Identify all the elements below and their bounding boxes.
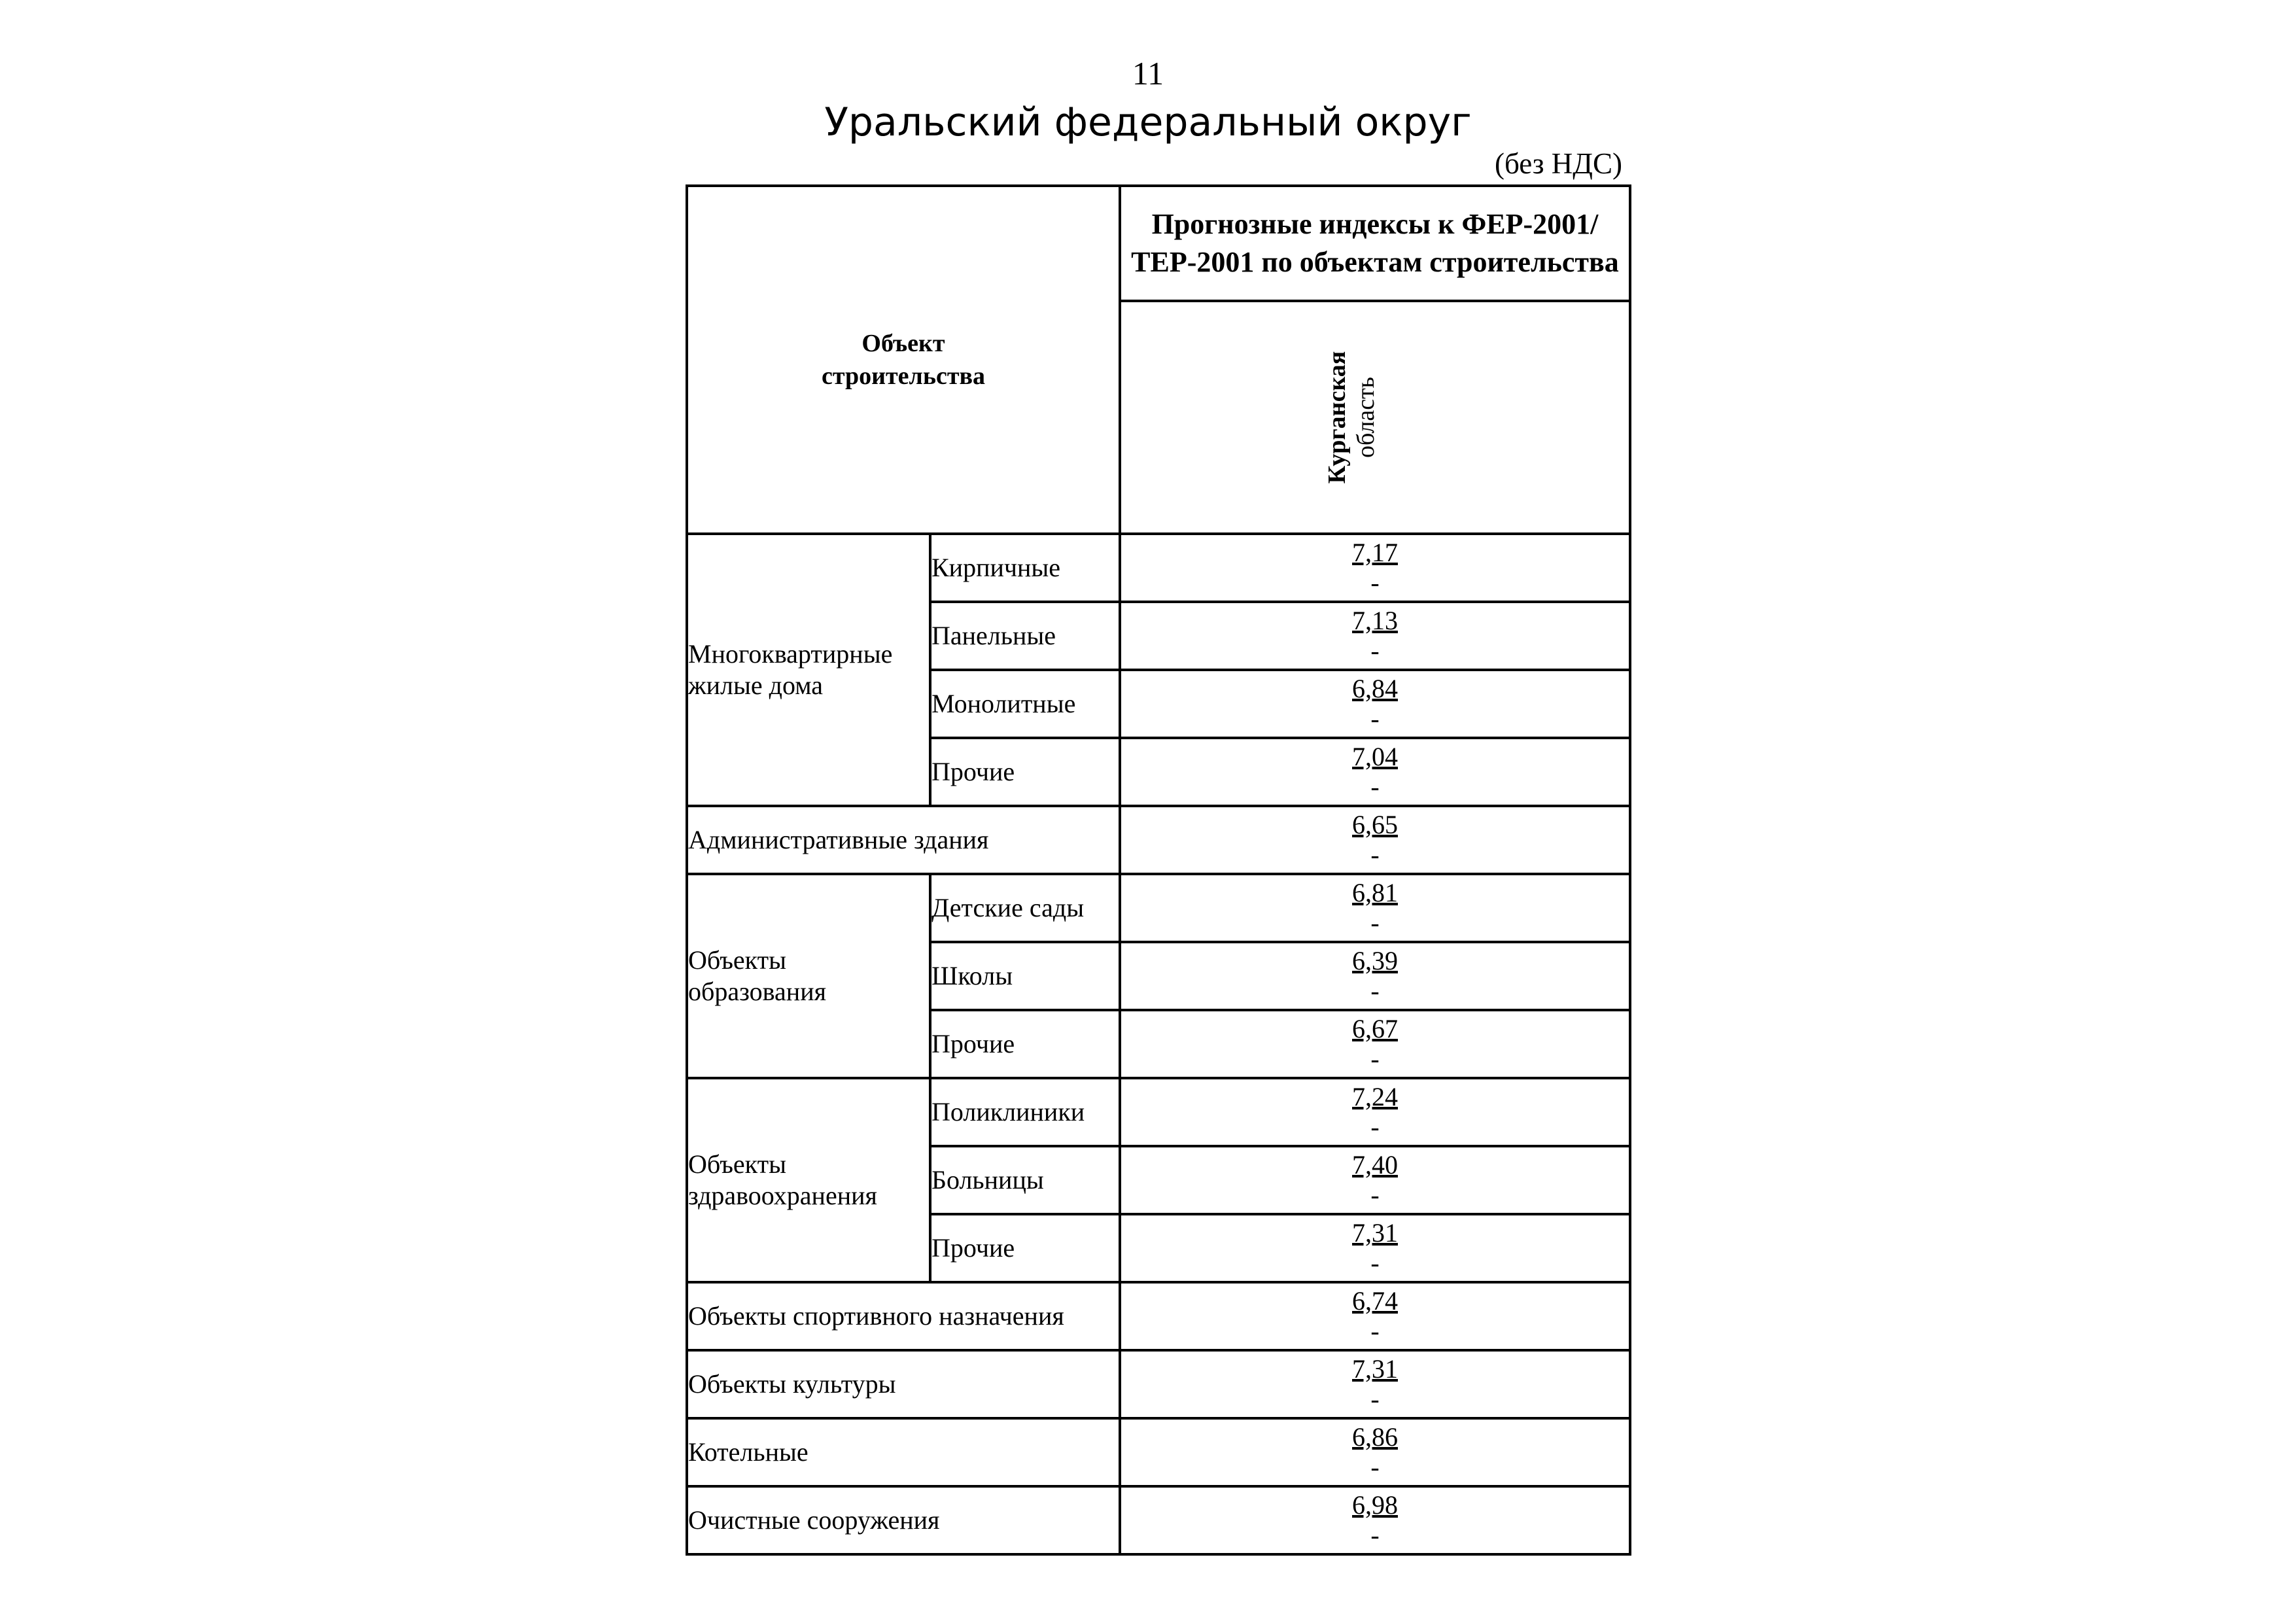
table-row — [687, 1350, 1630, 1418]
table-row — [687, 534, 1630, 602]
row-label-culture: Объекты культуры — [687, 1350, 1120, 1418]
value-cell — [1120, 1146, 1630, 1214]
index-value: 7,13 — [1352, 606, 1398, 635]
row-label: Больницы — [930, 1146, 1120, 1214]
row-label: Монолитные — [930, 670, 1120, 738]
index-value: 7,31 — [1352, 1354, 1398, 1384]
row-label-sport: Объекты спортивного назначения — [687, 1282, 1120, 1350]
index-value: 7,40 — [1352, 1150, 1398, 1179]
row-label: Прочие — [930, 1214, 1120, 1282]
value-cell — [1120, 1010, 1630, 1078]
index-subvalue: - — [1370, 1248, 1380, 1278]
table-row — [687, 1282, 1630, 1350]
group-label-apartments: Многоквартирные жилые дома — [687, 534, 930, 806]
index-value: 7,17 — [1352, 538, 1398, 567]
index-value: 7,24 — [1352, 1082, 1398, 1111]
index-value: 6,67 — [1352, 1014, 1398, 1043]
value-cell — [1120, 670, 1630, 738]
value-cell — [1120, 942, 1630, 1010]
row-label: Поликлиники — [930, 1078, 1120, 1146]
index-value: 6,74 — [1352, 1286, 1398, 1316]
index-subvalue: - — [1370, 840, 1380, 869]
forecast-index-table — [686, 184, 1631, 1556]
index-value: 7,31 — [1352, 1218, 1398, 1248]
index-subvalue: - — [1370, 1452, 1380, 1482]
value-cell — [1120, 1282, 1630, 1350]
page-number: 11 — [1132, 55, 1164, 92]
index-subvalue: - — [1370, 636, 1380, 665]
header-object-line2: строительства — [821, 362, 986, 390]
value-cell — [1120, 534, 1630, 602]
vat-note: (без НДС) — [1494, 147, 1622, 180]
table-header-row — [687, 186, 1630, 301]
index-subvalue: - — [1370, 1112, 1380, 1142]
table-row — [687, 874, 1630, 942]
table-row — [687, 806, 1630, 874]
header-region-line1: Курганская — [1323, 351, 1351, 484]
index-value: 6,98 — [1352, 1490, 1398, 1520]
index-value: 6,65 — [1352, 810, 1398, 839]
index-subvalue: - — [1370, 704, 1380, 733]
value-cell — [1120, 1214, 1630, 1282]
index-value: 6,81 — [1352, 878, 1398, 907]
row-label-treatment: Очистные сооружения — [687, 1486, 1120, 1554]
value-cell — [1120, 874, 1630, 942]
index-subvalue: - — [1370, 976, 1380, 1005]
index-subvalue: - — [1370, 1044, 1380, 1073]
header-index-title: Прогнозные индексы к ФЕР-2001/ТЕР-2001 по объектам строительства — [1120, 186, 1630, 301]
table-row — [687, 1486, 1630, 1554]
index-value: 6,86 — [1352, 1422, 1398, 1452]
row-label-boilers: Котельные — [687, 1418, 1120, 1486]
value-cell — [1120, 806, 1630, 874]
row-label: Школы — [930, 942, 1120, 1010]
row-label: Детские сады — [930, 874, 1120, 942]
value-cell — [1120, 1078, 1630, 1146]
header-object-cell — [687, 186, 1120, 534]
row-label: Прочие — [930, 738, 1120, 806]
group-label-health: Объекты здравоохранения — [687, 1078, 930, 1282]
value-cell — [1120, 1418, 1630, 1486]
value-cell — [1120, 1486, 1630, 1554]
index-subvalue: - — [1370, 1316, 1380, 1346]
page-title: Уральский федеральный округ — [824, 99, 1472, 145]
value-cell — [1120, 602, 1630, 670]
index-subvalue: - — [1370, 1384, 1380, 1414]
value-cell — [1120, 738, 1630, 806]
header-region-cell — [1120, 301, 1630, 534]
index-value: 6,39 — [1352, 946, 1398, 975]
row-label: Кирпичные — [930, 534, 1120, 602]
index-value: 6,84 — [1352, 674, 1398, 703]
index-subvalue: - — [1370, 772, 1380, 801]
row-label: Панельные — [930, 602, 1120, 670]
index-subvalue: - — [1370, 1520, 1380, 1550]
index-subvalue: - — [1370, 1180, 1380, 1210]
value-cell — [1120, 1350, 1630, 1418]
group-label-education: Объекты образования — [687, 874, 930, 1078]
row-label-admin: Административные здания — [687, 806, 1120, 874]
table-row — [687, 1418, 1630, 1486]
index-subvalue: - — [1370, 568, 1380, 597]
header-object-line1: Объект — [861, 330, 945, 357]
row-label: Прочие — [930, 1010, 1120, 1078]
header-region-line2: область — [1352, 376, 1380, 459]
index-subvalue: - — [1370, 908, 1380, 937]
index-value: 7,04 — [1352, 742, 1398, 771]
table-row — [687, 1078, 1630, 1146]
